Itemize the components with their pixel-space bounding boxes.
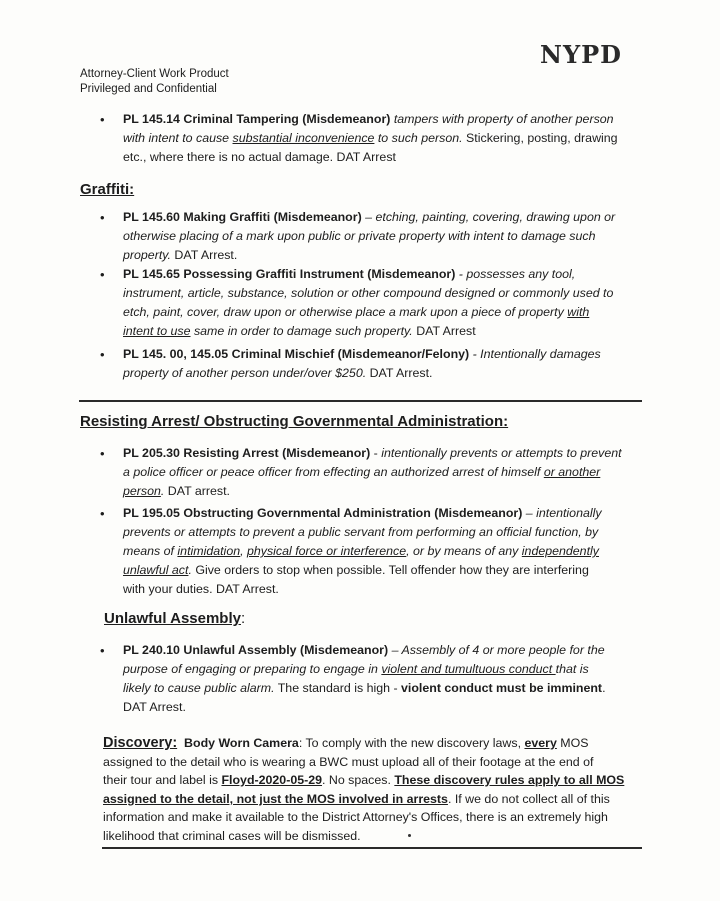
section-divider <box>79 400 642 402</box>
statute-title: PL 145. 00, 145.05 Criminal Mischief (Misdemeanor/Felony) <box>123 347 470 361</box>
list-item-obstructing-governmental-administration: PL 195.05 Obstructing Governmental Administration (Misdemeanor) – intentionally prevents or attempts to prevent a public servant from performing an official function, by means of intimidation, physical force or interference, or by means of any independently unlawful act. Give orders to stop when possible. Tell offender how they are interfering with your duties. DAT Arrest. <box>123 506 602 596</box>
header-line-work-product: Attorney-Client Work Product <box>80 68 229 80</box>
statute-title: PL 240.10 Unlawful Assembly (Misdemeanor) <box>123 643 389 657</box>
statute-title: PL 145.65 Possessing Graffiti Instrument (Misdemeanor) <box>123 267 456 281</box>
list-item-criminal-tampering: PL 145.14 Criminal Tampering (Misdemeanor) tampers with property of another person with intent to cause substantial inconvenience to such person. Stickering, posting, drawing etc., where there is no actual damage. DAT Arrest <box>123 112 618 164</box>
section-heading-graffiti: Graffiti: <box>80 181 135 198</box>
bullet: • <box>100 506 105 521</box>
list-item-criminal-mischief: PL 145. 00, 145.05 Criminal Mischief (Misdemeanor/Felony) - Intentionally damages property of another person under/over $250. DAT Arrest. <box>123 347 601 380</box>
bullet: • <box>100 347 105 362</box>
list-item-unlawful-assembly: PL 240.10 Unlawful Assembly (Misdemeanor) – Assembly of 4 or more people for the purpose of engaging or preparing to engage in violent and tumultuous conduct that is likely to cause public alarm. The standard is high - violent conduct must be imminent. DAT Arrest. <box>123 643 606 714</box>
footage-label: Floyd-2020-05-29 <box>221 773 323 788</box>
statute-title: PL 205.30 Resisting Arrest (Misdemeanor) <box>123 446 371 460</box>
confidentiality-header <box>80 67 229 97</box>
bottom-divider <box>102 847 642 849</box>
bullet: • <box>100 446 105 461</box>
bullet: • <box>100 643 105 658</box>
bullet: • <box>100 267 105 282</box>
list-item-resisting-arrest: PL 205.30 Resisting Arrest (Misdemeanor) - intentionally prevents or attempts to prevent a police officer or peace officer from effecting an authorized arrest of himself or another person. DAT arrest. <box>123 446 622 498</box>
discovery-heading: Discovery: <box>103 735 178 751</box>
section-heading-resisting-arrest: Resisting Arrest/ Obstructing Governmental Administration: <box>80 413 509 430</box>
statute-title: PL 145.14 Criminal Tampering (Misdemeanor) <box>123 112 391 126</box>
statute-title: PL 145.60 Making Graffiti (Misdemeanor) <box>123 210 362 224</box>
discovery-paragraph: Discovery: Body Worn Camera: To comply with the new discovery laws, every MOS assigned to the detail who is wearing a BWC must upload all of their footage at the end of their tour and label is Floyd-2020-05-29. No spaces. These discovery rules apply to all MOS assigned to the detail, not just the MOS involved in arrests. If we do not collect all of this information and make it available to the District Attorney's Offices, there is an extremely high likelihood that criminal cases will be dismissed. <box>103 735 625 843</box>
list-item-making-graffiti: PL 145.60 Making Graffiti (Misdemeanor) – etching, painting, covering, drawing upon or otherwise placing of a mark upon public or private property with intent to damage such property. DAT Arrest. <box>123 210 616 262</box>
statute-title: PL 195.05 Obstructing Governmental Administration (Misdemeanor) <box>123 506 523 520</box>
list-item-possessing-graffiti-instrument: PL 145.65 Possessing Graffiti Instrument (Misdemeanor) - possesses any tool, instrument, article, substance, solution or other compound designed or commonly used to etch, paint, cover, draw upon or otherwise place a mark upon a piece of property with intent to use same in order to damage such property. DAT Arrest <box>123 267 614 338</box>
section-heading-unlawful-assembly: Unlawful Assembly: <box>104 610 246 627</box>
scan-speck <box>408 834 411 837</box>
bullet: • <box>100 210 105 225</box>
bullet: • <box>100 112 105 127</box>
header-line-privileged: Privileged and Confidential <box>80 83 217 95</box>
nypd-logo: NYPD <box>540 40 622 69</box>
